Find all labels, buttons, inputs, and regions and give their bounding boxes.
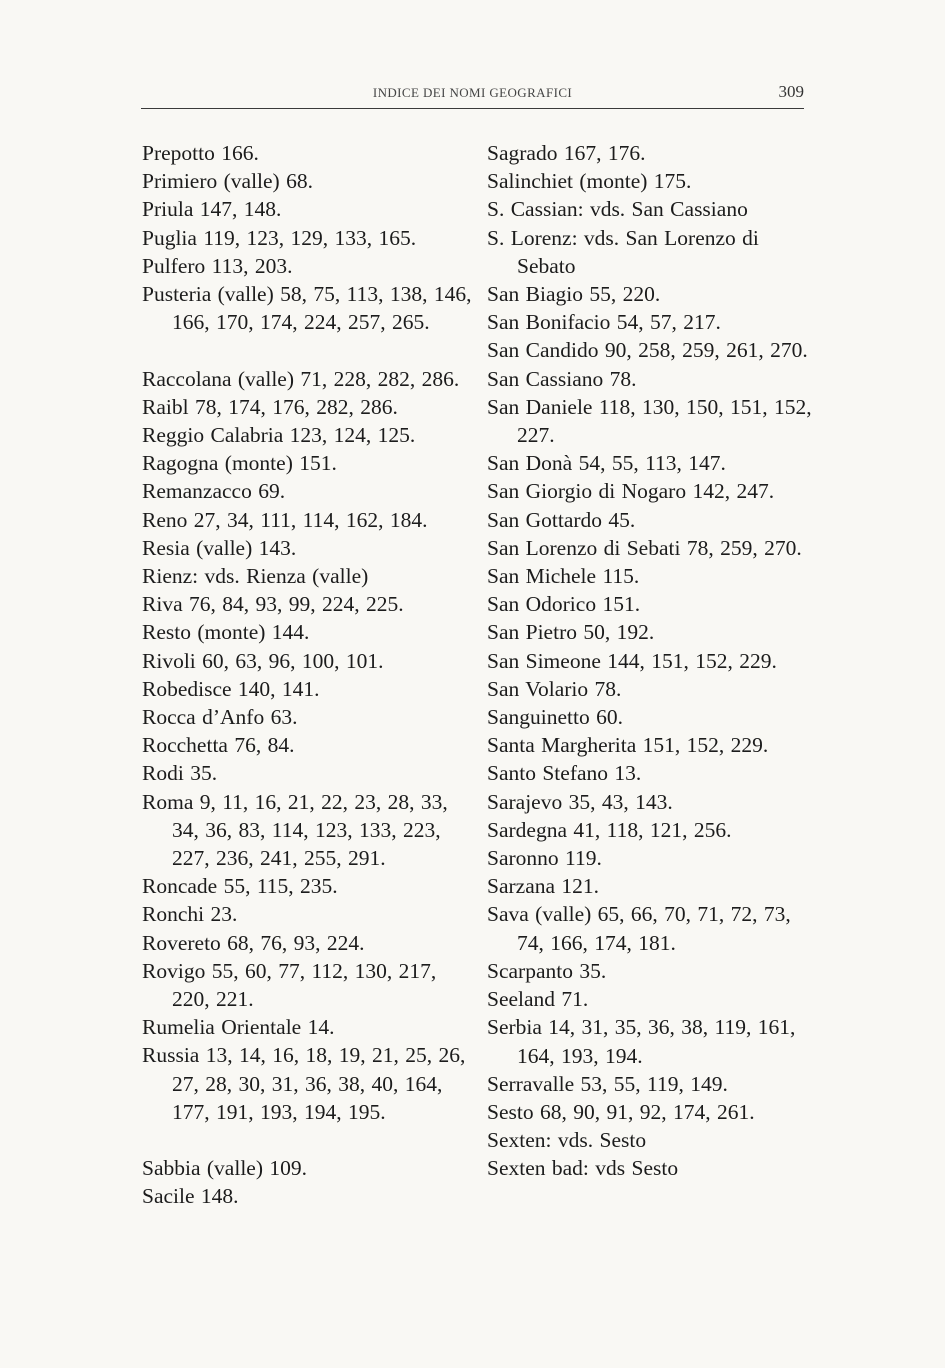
index-entry: Prepotto 166. xyxy=(142,141,259,165)
index-entry: Santo Stefano 13. xyxy=(487,761,642,786)
index-entry: Raccolana (valle) 71, 228, 282, 286. xyxy=(142,366,460,391)
index-entry: San Giorgio di Nogaro 142, 247. xyxy=(487,479,775,504)
index-entry: Serravalle 53, 55, 119, 149. xyxy=(487,1071,728,1096)
index-entry: Rovigo 55, 60, 77, 112, 130, 217, 220, 221. xyxy=(142,958,437,1012)
index-entry: Seeland 71. xyxy=(487,987,589,1012)
index-entry: Sarajevo 35, 43, 143. xyxy=(487,789,673,814)
index-entry: Sexten: vds. Sesto xyxy=(487,1128,647,1153)
index-entry: Remanzacco 69. xyxy=(142,479,286,504)
index-entry: San Lorenzo di Sebati 78, 259, 270. xyxy=(487,535,802,560)
index-entry: Rocca d’Anfo 63. xyxy=(142,705,298,730)
page-header xyxy=(141,82,804,109)
page-number: 309 xyxy=(778,82,804,101)
index-group-s xyxy=(142,1154,472,1210)
index-entry: Scarpanto 35. xyxy=(487,958,607,983)
index-entry: Riva 76, 84, 93, 99, 224, 225. xyxy=(142,592,404,617)
index-entry: San Daniele 118, 130, 150, 151, 152, 227. xyxy=(487,394,812,448)
index-entry: Sava (valle) 65, 66, 70, 71, 72, 73, 74, 166, 174, 181. xyxy=(487,902,791,955)
index-entry: Serbia 14, 31, 35, 36, 38, 119, 161, 164, 193, 194. xyxy=(487,1015,796,1068)
index-entry: Sesto 68, 90, 91, 92, 174, 261. xyxy=(487,1099,755,1124)
index-entry: Roma 9, 11, 16, 21, 22, 23, 28, 33, 34, 36, 83, 114, 123, 133, 223, 227, 236, 241, 255, 291. xyxy=(142,789,448,871)
index-entry: Sexten bad: vds Sesto xyxy=(487,1156,679,1181)
index-entry: Roncade 55, 115, 235. xyxy=(142,874,338,899)
index-entry: Ragogna (monte) 151. xyxy=(142,451,337,476)
index-entry: Sagrado 167, 176. xyxy=(487,141,646,165)
index-entry: Robedisce 140, 141. xyxy=(142,676,320,701)
index-entry: Sabbia (valle) 109. xyxy=(142,1156,307,1181)
index-entry: Reno 27, 34, 111, 114, 162, 184. xyxy=(142,507,428,532)
index-entry: San Candido 90, 258, 259, 261, 270. xyxy=(487,338,808,363)
letter-group-gap xyxy=(142,1126,472,1154)
index-entry: San Biagio 55, 220. xyxy=(487,282,661,307)
index-entry: Raibl 78, 174, 176, 282, 286. xyxy=(142,394,398,419)
index-entry: S. Cassian: vds. San Cassiano xyxy=(487,197,748,222)
index-entry: Sanguinetto 60. xyxy=(487,705,623,730)
index-entry: Reggio Calabria 123, 124, 125. xyxy=(142,423,416,448)
index-entry: Priula 147, 148. xyxy=(142,197,282,222)
index-entry: Puglia 119, 123, 129, 133, 165. xyxy=(142,225,417,250)
running-title: INDICE DEI NOMI GEOGRAFICI xyxy=(372,85,573,100)
index-entry: Rodi 35. xyxy=(142,761,218,786)
index-entry: Resto (monte) 144. xyxy=(142,620,310,645)
index-entry: Pulfero 113, 203. xyxy=(142,253,293,278)
index-entry: San Bonifacio 54, 57, 217. xyxy=(487,310,721,335)
index-entry: Santa Margherita 151, 152, 229. xyxy=(487,733,769,758)
index-entry: Pusteria (valle) 58, 75, 113, 138, 146, 166, 170, 174, 224, 257, 265. xyxy=(142,282,472,335)
index-entry: Saronno 119. xyxy=(487,846,602,871)
index-entry: Salinchiet (monte) 175. xyxy=(487,169,692,194)
index-entry: Rivoli 60, 63, 96, 100, 101. xyxy=(142,648,384,673)
index-entry: Rienz: vds. Rienza (valle) xyxy=(142,564,369,589)
index-entry: San Cassiano 78. xyxy=(487,366,637,391)
index-entry: San Simeone 144, 151, 152, 229. xyxy=(487,648,777,673)
index-entry: San Gottardo 45. xyxy=(487,507,636,532)
index-group-r xyxy=(142,365,472,1126)
index-column-right xyxy=(487,139,817,1183)
index-entry: San Volario 78. xyxy=(487,676,622,701)
index-group-p xyxy=(142,139,472,336)
index-entry: Rovereto 68, 76, 93, 224. xyxy=(142,930,365,955)
index-column-left xyxy=(142,139,472,1211)
index-entry: San Donà 54, 55, 113, 147. xyxy=(487,451,726,476)
index-entry: Ronchi 23. xyxy=(142,902,238,927)
letter-group-gap xyxy=(142,336,472,364)
index-entry: Sacile 148. xyxy=(142,1184,239,1209)
index-entry: Sardegna 41, 118, 121, 256. xyxy=(487,817,732,842)
index-entry: Primiero (valle) 68. xyxy=(142,169,313,194)
index-entry: Rumelia Orientale 14. xyxy=(142,1015,335,1040)
index-entry: San Michele 115. xyxy=(487,564,640,589)
index-entry: San Pietro 50, 192. xyxy=(487,620,655,645)
index-entry: Sarzana 121. xyxy=(487,874,600,899)
index-entry: S. Lorenz: vds. San Lorenzo di Sebato xyxy=(487,225,759,278)
index-entry: Russia 13, 14, 16, 18, 19, 21, 25, 26, 27, 28, 30, 31, 36, 38, 40, 164, 177, 191, 193, 194, 195. xyxy=(142,1043,466,1124)
index-entry: San Odorico 151. xyxy=(487,592,641,617)
index-entry: Rocchetta 76, 84. xyxy=(142,733,295,758)
index-entry: Resia (valle) 143. xyxy=(142,535,297,560)
